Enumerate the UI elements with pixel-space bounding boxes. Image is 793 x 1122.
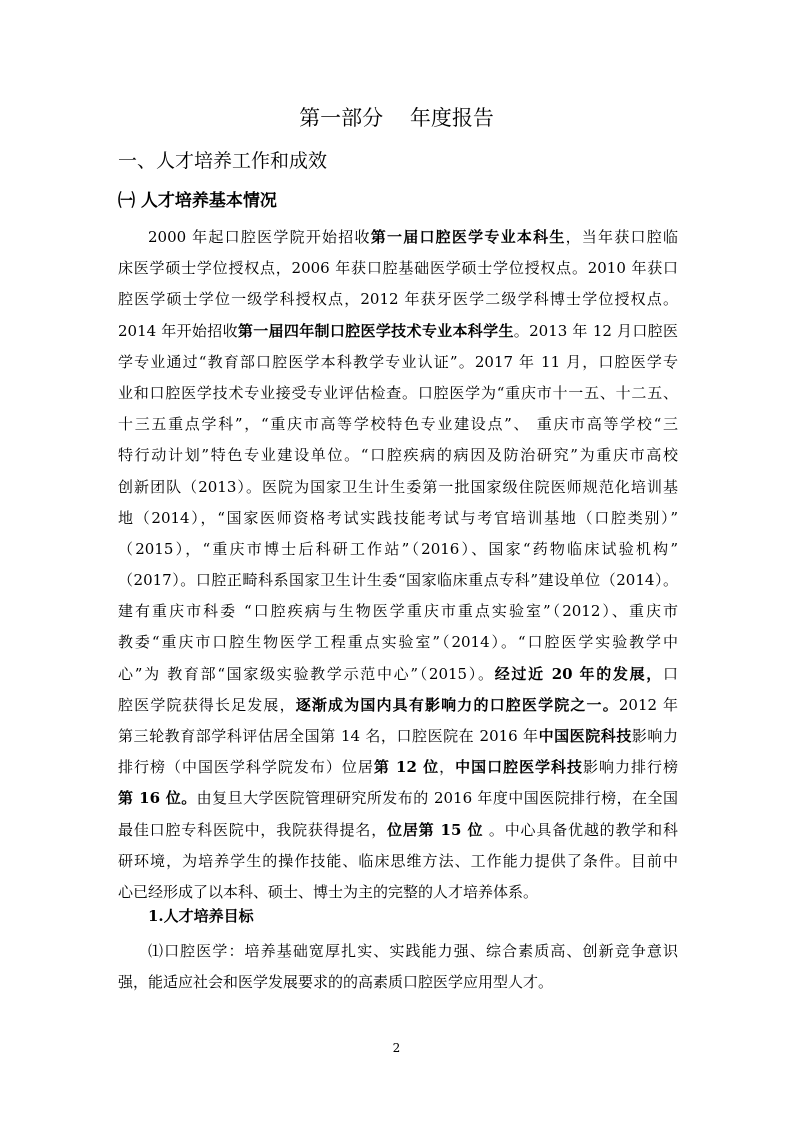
body-text: 影响力排行榜 xyxy=(583,758,678,777)
body-text: 心”为 教育部“国家级实验教学示范中心”（2015）。 xyxy=(118,664,495,683)
paragraph-line xyxy=(118,472,678,503)
item-line xyxy=(118,936,678,967)
body-text: 建有重庆市科委 “口腔疾病与生物医学重庆市重点实验室”（2012）、重庆市 xyxy=(118,602,678,621)
body-text: 业和口腔医学技术专业接受专业评估检查。口腔医学为“重庆市十一五、十二五、 xyxy=(118,383,678,402)
paragraph-line xyxy=(118,534,678,565)
body-text: 地（2014），“国家医师资格考试实践技能考试与考官培训基地（口腔类别）” xyxy=(118,508,678,527)
body-text: 。中心具备优越的教学和科 xyxy=(483,820,678,839)
body-text: 口 xyxy=(662,664,678,683)
body-text: ⑴口腔医学：培养基础宽厚扎实、实践能力强、综合素质高、创新竞争意识 xyxy=(148,942,678,960)
body-text: 影响力 xyxy=(631,727,678,745)
training-goal-paragraph xyxy=(118,936,678,998)
item-line xyxy=(118,967,678,998)
part-title: 第一部分 年度报告 xyxy=(299,106,494,130)
body-text: （2017）。口腔正畸科系国家卫生计生委“国家临床重点专科”建设单位（2014）。 xyxy=(118,571,678,590)
emphasis-text: 第 16 位。 xyxy=(118,789,197,808)
body-text: 第三轮教育部学科评估居全国第 14 名，口腔医院在 2016 年 xyxy=(118,727,539,745)
paragraph-line xyxy=(118,783,678,814)
body-text: 十三五重点学科”，“重庆市高等学校特色专业建设点”、 重庆市高等学校“三 xyxy=(118,415,678,434)
emphasis-text: 位居第 15 位 xyxy=(387,820,484,839)
paragraph-line xyxy=(118,253,678,284)
body-text: 研环境，为培养学生的操作技能、临床思维方法、工作能力提供了条件。目前中 xyxy=(118,851,678,870)
emphasis-text: 第一届口腔医学专业本科生 xyxy=(370,228,566,246)
body-text: 特行动计划”特色专业建设单位。“口腔疾病的病因及防治研究”为重庆市高校 xyxy=(118,446,678,465)
body-text: 2014 年开始招收 xyxy=(118,321,238,340)
subsection-title: ㈠ 人才培养基本情况 xyxy=(118,191,277,211)
paragraph-line xyxy=(118,222,678,253)
emphasis-text: 逐渐成为国内具有影响力的口腔医学院之一。 xyxy=(295,695,619,714)
body-text: 2000 年起口腔医学院开始招收 xyxy=(148,228,371,246)
paragraph-line xyxy=(118,316,678,347)
body-text: 腔医学院获得长足发展， xyxy=(118,695,296,714)
paragraph-line xyxy=(118,721,678,752)
body-text: 教委“重庆市口腔生物医学工程重点实验室”（2014）。“口腔医学实验教学中 xyxy=(118,633,678,652)
paragraph-line xyxy=(118,815,678,846)
paragraph-line xyxy=(118,690,678,721)
emphasis-text: 第 12 位 xyxy=(373,758,440,777)
paragraph-line xyxy=(118,627,678,658)
training-goal-heading: 1.人才培养目标 xyxy=(148,907,254,925)
page-number: 2 xyxy=(392,1041,401,1055)
body-text: 学专业通过“教育部口腔医学本科教学专业认证”。2017 年 11 月，口腔医学专 xyxy=(118,352,678,371)
paragraph-line xyxy=(118,752,678,783)
body-text: 2012 年 xyxy=(618,695,678,714)
paragraph-line xyxy=(118,565,678,596)
paragraph-line xyxy=(118,284,678,315)
body-text: 创新团队（2013）。医院为国家卫生计生委第一批国家级住院医师规范化培训基 xyxy=(118,477,678,496)
emphasis-text: 第一届四年制口腔医学技术专业本科学生 xyxy=(237,321,514,340)
paragraph-line xyxy=(118,659,678,690)
body-text: 。2013 年 12 月口腔医 xyxy=(513,321,678,340)
body-text: 排行榜（中国医学科学院发布）位居 xyxy=(118,758,374,777)
body-text: 心已经形成了以本科、硕士、博士为主的完整的人才培养体系。 xyxy=(118,882,539,901)
paragraph-line xyxy=(118,378,678,409)
section-title: 一、人才培养工作和成效 xyxy=(118,150,328,172)
body-text: ，当年获口腔临 xyxy=(565,228,678,246)
paragraph-line xyxy=(118,846,678,877)
body-text: ， xyxy=(439,758,456,777)
paragraph-line xyxy=(118,409,678,440)
body-text: （2015），“重庆市博士后科研工作站”（2016）、国家“药物临床试验机构” xyxy=(118,539,678,558)
emphasis-text: 经过近 20 年的发展， xyxy=(494,664,663,683)
body-text: 强，能适应社会和医学发展要求的的高素质口腔医学应用型人才。 xyxy=(118,973,554,992)
body-text: 腔医学硕士学位一级学科授权点，2012 年获牙医学二级学科博士学位授权点。 xyxy=(118,290,678,309)
emphasis-text: 中国医院科技 xyxy=(538,727,632,745)
paragraph-line xyxy=(118,503,678,534)
intro-paragraph xyxy=(118,222,678,908)
body-text: 最佳口腔专科医院中，我院获得提名， xyxy=(118,820,388,839)
body-text: 由复旦大学医院管理研究所发布的 2016 年度中国医院排行榜，在全国 xyxy=(196,789,678,808)
emphasis-text: 中国口腔医学科技 xyxy=(455,758,584,777)
paragraph-line xyxy=(118,347,678,378)
paragraph-line xyxy=(118,440,678,471)
body-text: 床医学硕士学位授权点，2006 年获口腔基础医学硕士学位授权点。2010 年获口 xyxy=(118,259,678,278)
paragraph-line xyxy=(118,596,678,627)
